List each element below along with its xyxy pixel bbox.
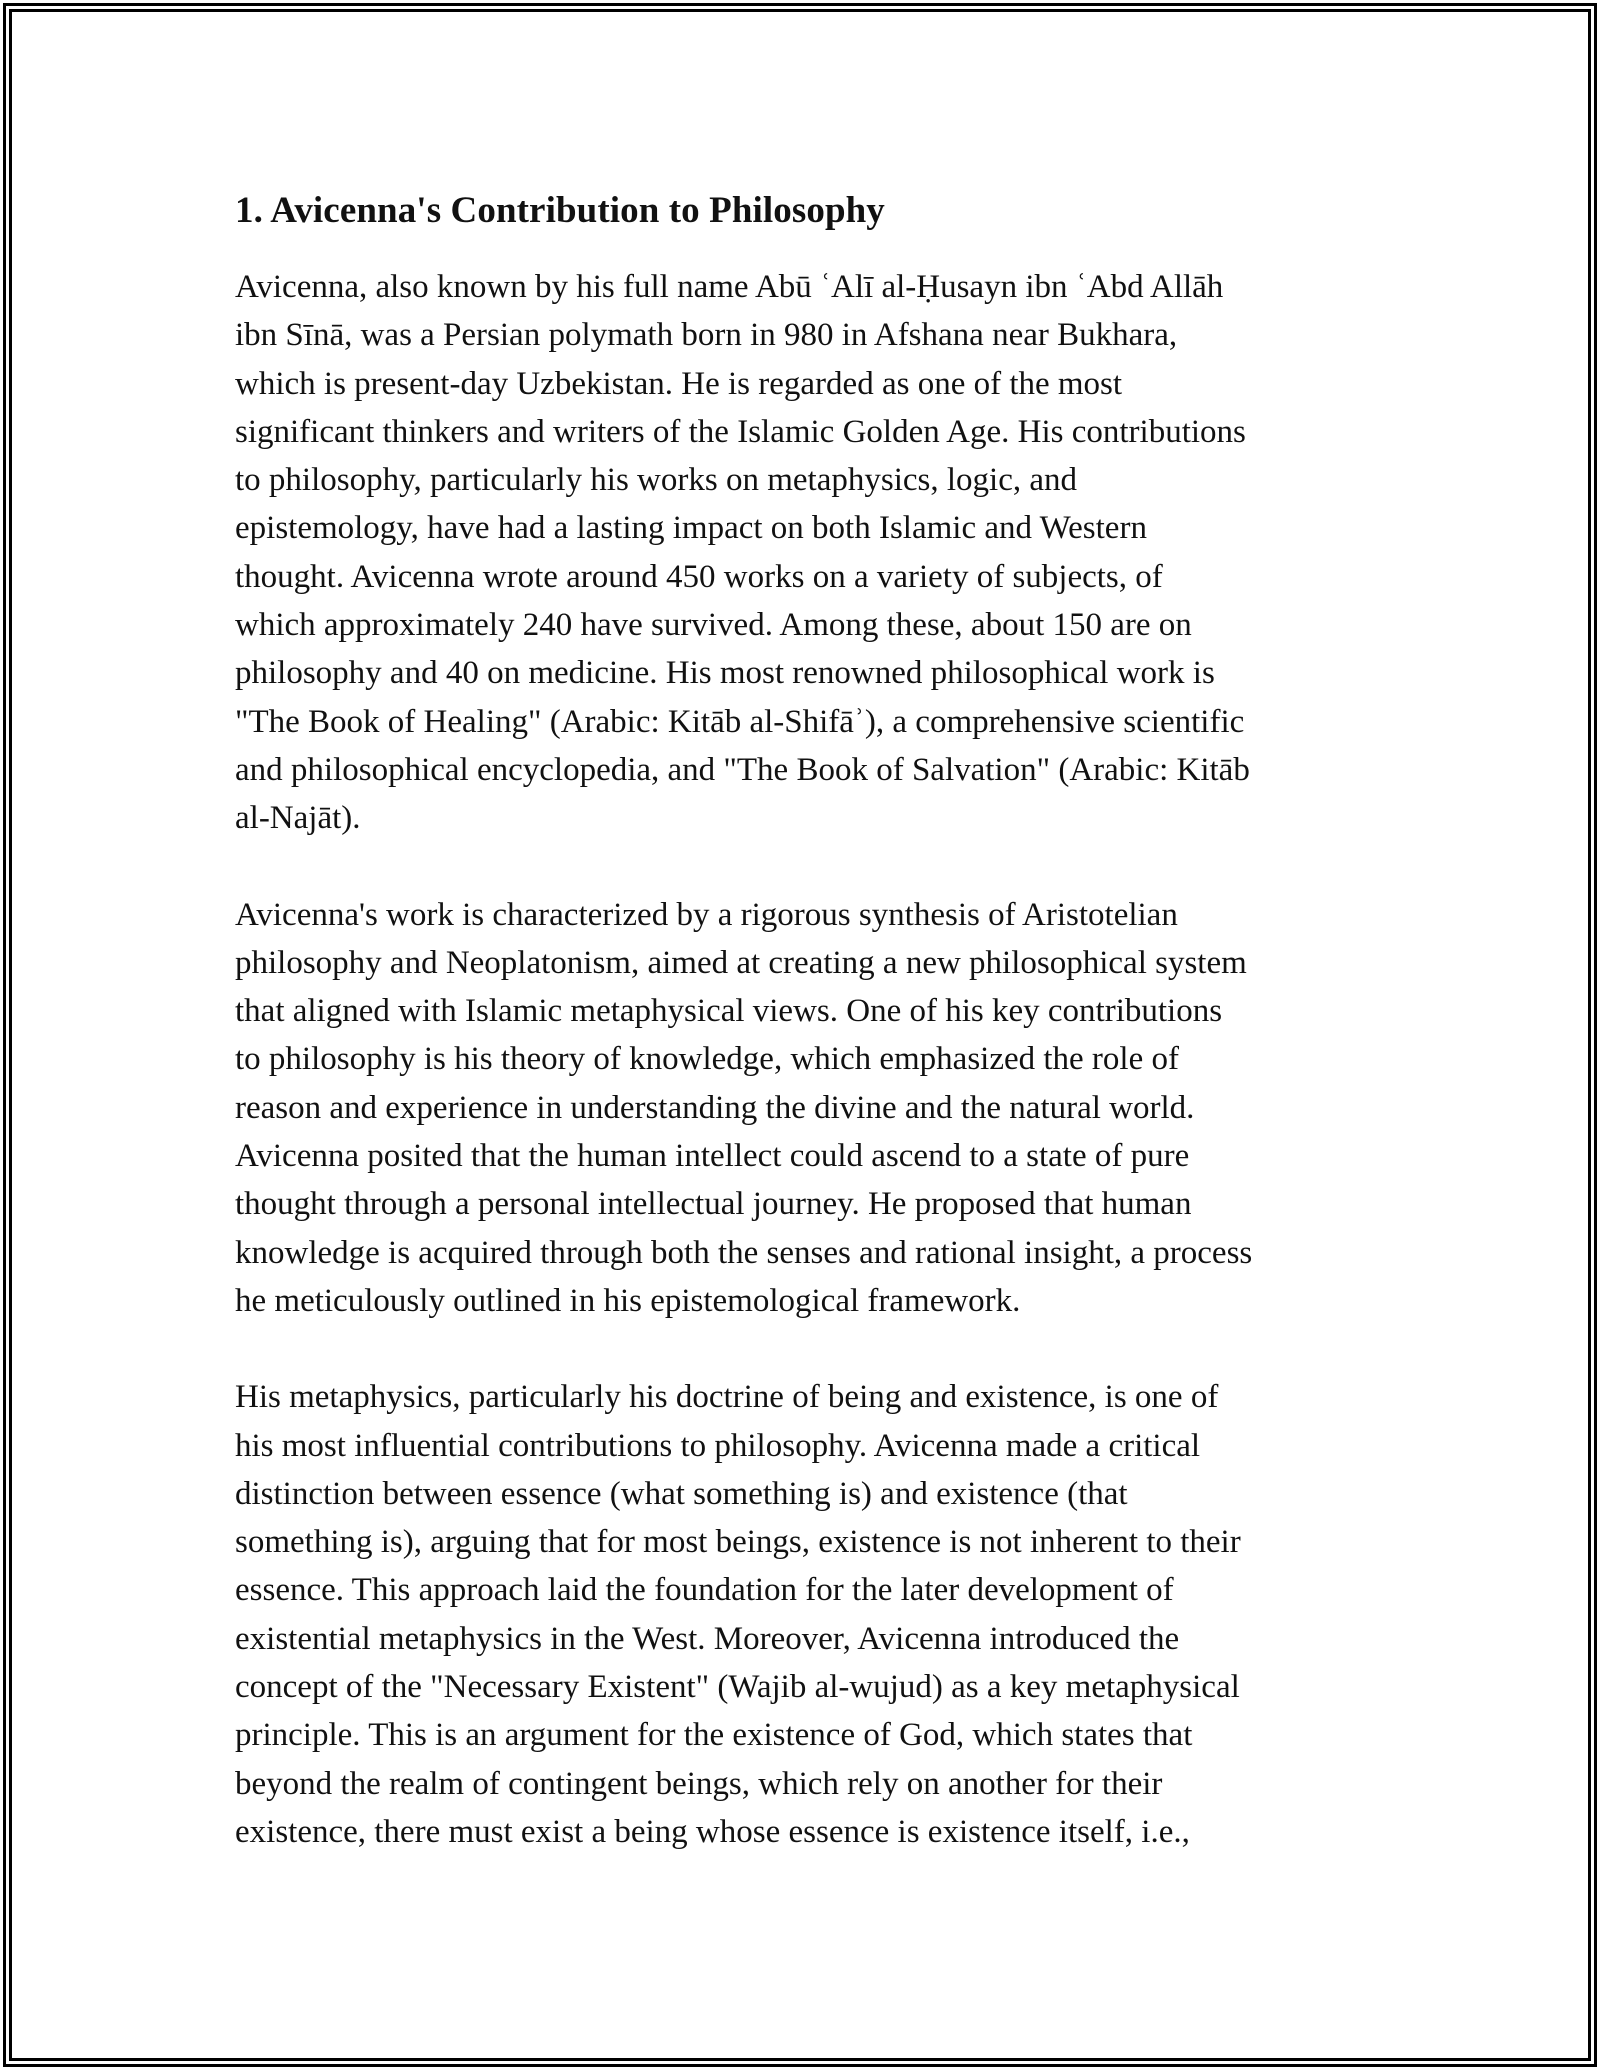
text-line: al-Najāt). [235,800,361,837]
text-line: principle. This is an argument for the existence of God, which states that [235,1717,1193,1754]
text-line: His metaphysics, particularly his doctrine of being and existence, is one of [235,1379,1219,1416]
text-line: thought. Avicenna wrote around 450 works on a variety of subjects, of [235,558,1163,595]
text-line: existence, there must exist a being whose essence is existence itself, i.e., [235,1813,1190,1850]
text-line: epistemology, have had a lasting impact on both Islamic and Western [235,510,1147,547]
text-line: to philosophy, particularly his works on metaphysics, logic, and [235,462,1077,499]
paragraph-1 [235,263,1370,843]
text-line: his most influential contributions to philosophy. Avicenna made a critical [235,1427,1201,1464]
paragraph-3 [235,1373,1370,1856]
text-line: thought through a personal intellectual journey. He proposed that human [235,1186,1192,1223]
text-line: something is), arguing that for most beings, existence is not inherent to their [235,1524,1241,1561]
text-line: ibn Sīnā, was a Persian polymath born in 980 in Afshana near Bukhara, [235,317,1178,354]
text-line: which is present-day Uzbekistan. He is regarded as one of the most [235,365,1123,402]
text-line: he meticulously outlined in his epistemological framework. [235,1282,1021,1319]
text-line: existential metaphysics in the West. Moreover, Avicenna introduced the [235,1620,1180,1657]
text-line: and philosophical encyclopedia, and "The Book of Salvation" (Arabic: Kitāb [235,751,1250,788]
text-line: philosophy and 40 on medicine. His most renowned philosophical work is [235,655,1215,692]
section-heading: 1. Avicenna's Contribution to Philosophy [235,190,885,231]
text-line: to philosophy is his theory of knowledge, which emphasized the role of [235,1041,1179,1078]
paragraph-2 [235,891,1370,1326]
text-line: "The Book of Healing" (Arabic: Kitāb al-Shifāʾ), a comprehensive scientific [235,703,1245,740]
text-line: reason and experience in understanding the divine and the natural world. [235,1089,1195,1126]
text-line: distinction between essence (what something is) and existence (that [235,1475,1128,1512]
document-body [235,185,1370,1904]
text-line: knowledge is acquired through both the senses and rational insight, a process [235,1234,1253,1271]
text-line: philosophy and Neoplatonism, aimed at creating a new philosophical system [235,944,1247,981]
text-line: beyond the realm of contingent beings, which rely on another for their [235,1765,1163,1802]
text-line: that aligned with Islamic metaphysical views. One of his key contributions [235,993,1223,1030]
text-line: concept of the "Necessary Existent" (Wajib al-wujud) as a key metaphysical [235,1669,1240,1706]
text-line: Avicenna posited that the human intellect could ascend to a state of pure [235,1138,1190,1175]
text-line: Avicenna, also known by his full name Abū ʿAlī al-Ḥusayn ibn ʿAbd Allāh [235,269,1224,305]
text-line: Avicenna's work is characterized by a rigorous synthesis of Aristotelian [235,896,1178,933]
text-line: significant thinkers and writers of the Islamic Golden Age. His contributions [235,413,1246,450]
text-line: essence. This approach laid the foundation for the later development of [235,1572,1174,1609]
text-line: which approximately 240 have survived. Among these, about 150 are on [235,607,1192,644]
